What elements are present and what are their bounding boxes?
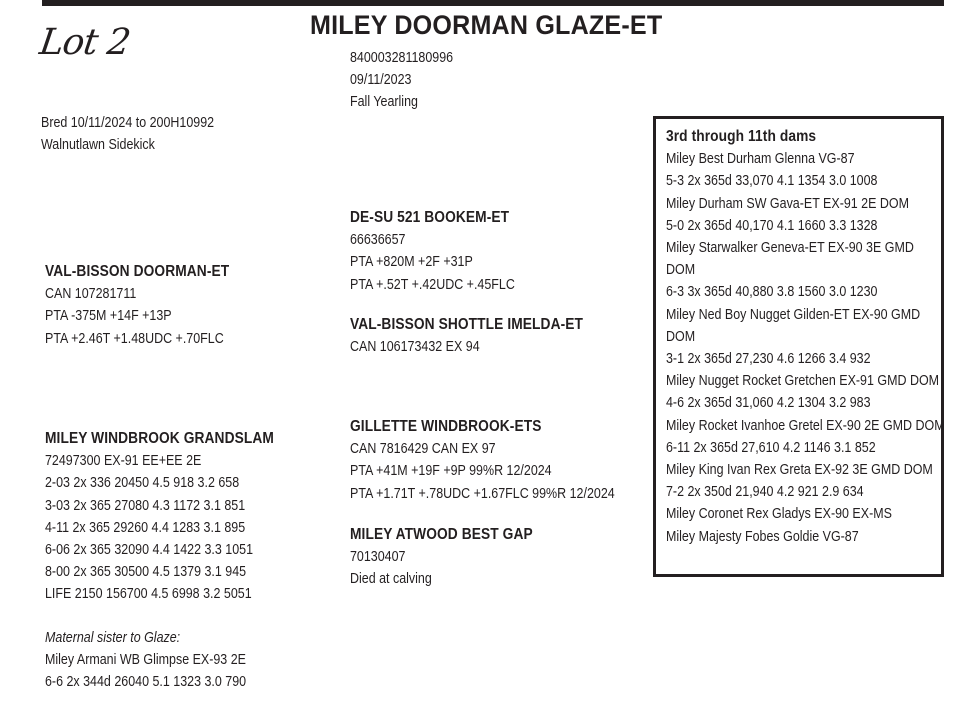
dam-record: LIFE 2150 156700 4.5 6998 3.2 5051 — [45, 586, 252, 603]
dam-block — [45, 428, 274, 606]
dams-box-line: Miley Nugget Rocket Gretchen EX-91 GMD DOM — [666, 373, 940, 390]
dams-box-line: DOM — [666, 262, 696, 279]
dams-box-line: 7-2 2x 350d 21,940 4.2 921 2.9 634 — [666, 484, 864, 501]
dam-sire-name: GILLETTE WINDBROOK-ETS — [350, 418, 542, 435]
dams-box-line: Miley Majesty Fobes Goldie VG-87 — [666, 528, 859, 545]
sire-sire-block — [350, 207, 515, 296]
animal-class: Fall Yearling — [350, 94, 418, 111]
sire-dam-reg: CAN 106173432 EX 94 — [350, 339, 480, 356]
dam-record: 2-03 2x 336 20450 4.5 918 3.2 658 — [45, 475, 240, 492]
dams-box-line: Miley Coronet Rex Gladys EX-90 EX-MS — [666, 506, 892, 523]
sire-sire-name: DE-SU 521 BOOKEM-ET — [350, 209, 510, 226]
sire-sire-pta-type: PTA +.52T +.42UDC +.45FLC — [350, 276, 515, 293]
dam-name: MILEY WINDBROOK GRANDSLAM — [45, 430, 274, 447]
dams-box-line: Miley King Ivan Rex Greta EX-92 3E GMD DOM — [666, 462, 933, 479]
animal-dob: 09/11/2023 — [350, 72, 412, 89]
dams-box-line: Miley Rocket Ivanhoe Gretel EX-90 2E GMD DOM — [666, 417, 945, 434]
dams-box-line: 3-1 2x 365d 27,230 4.6 1266 3.4 932 — [666, 351, 871, 368]
sire-pta-type: PTA +2.46T +1.48UDC +.70FLC — [45, 330, 224, 347]
maternal-sister-block — [45, 627, 246, 694]
dam-sire-pta-production: PTA +41M +19F +9P 99%R 12/2024 — [350, 463, 552, 480]
sire-sire-reg: 66636657 — [350, 232, 406, 249]
lot-label: Lot 2 — [37, 22, 133, 63]
sire-block — [45, 261, 229, 350]
dam-dam-reg: 70130407 — [350, 549, 406, 566]
dam-sire-reg: CAN 7816429 CAN EX 97 — [350, 441, 496, 458]
dam-record: 4-11 2x 365 29260 4.4 1283 3.1 895 — [45, 519, 246, 536]
bred-service-sire: Walnutlawn Sidekick — [41, 137, 155, 154]
maternal-sister-record: 6-6 2x 344d 26040 5.1 1323 3.0 790 — [45, 674, 247, 691]
dam-sire-block — [350, 416, 615, 505]
dams-box — [653, 116, 944, 577]
sire-dam-name: VAL-BISSON SHOTTLE IMELDA-ET — [350, 316, 584, 333]
dam-record: 6-06 2x 365 32090 4.4 1422 3.3 1051 — [45, 541, 254, 558]
dams-box-line: 6-3 3x 365d 40,880 3.8 1560 3.0 1230 — [666, 284, 878, 301]
dams-box-line: Miley Starwalker Geneva-ET EX-90 3E GMD — [666, 240, 914, 257]
maternal-sister-name: Miley Armani WB Glimpse EX-93 2E — [45, 652, 246, 669]
dam-record: 3-03 2x 365 27080 4.3 1172 3.1 851 — [45, 497, 246, 514]
top-rule — [42, 0, 944, 6]
dams-box-line: 6-11 2x 365d 27,610 4.2 1146 3.1 852 — [666, 439, 876, 456]
dam-dam-name: MILEY ATWOOD BEST GAP — [350, 526, 533, 543]
sire-name: VAL-BISSON DOORMAN-ET — [45, 263, 230, 280]
dam-dam-note: Died at calving — [350, 571, 432, 588]
dam-sire-pta-type: PTA +1.71T +.78UDC +1.67FLC 99%R 12/2024 — [350, 485, 615, 502]
bred-info — [41, 112, 214, 156]
dams-box-line: Miley Best Durham Glenna VG-87 — [666, 151, 855, 168]
dam-record: 8-00 2x 365 30500 4.5 1379 3.1 945 — [45, 564, 247, 581]
sire-pta-production: PTA -375M +14F +13P — [45, 308, 172, 325]
sire-reg: CAN 107281711 — [45, 286, 137, 303]
sire-sire-pta-production: PTA +820M +2F +31P — [350, 254, 473, 271]
dams-box-heading: 3rd through 11th dams — [666, 128, 817, 145]
dam-dam-block — [350, 524, 533, 591]
sire-dam-block — [350, 314, 583, 358]
dams-box-line: 5-0 2x 365d 40,170 4.1 1660 3.3 1328 — [666, 217, 878, 234]
animal-id: 840003281180996 — [350, 50, 454, 66]
dams-box-line: 5-3 2x 365d 33,070 4.1 1354 3.0 1008 — [666, 173, 878, 190]
dam-record: 72497300 EX-91 EE+EE 2E — [45, 453, 202, 470]
animal-info — [350, 47, 453, 114]
animal-name: MILEY DOORMAN GLAZE-ET — [310, 10, 663, 40]
bred-line: Bred 10/11/2024 to 200H10992 — [41, 115, 215, 131]
dams-box-line: DOM — [666, 328, 696, 345]
dams-box-line: Miley Durham SW Gava-ET EX-91 2E DOM — [666, 195, 910, 212]
dams-box-line: 4-6 2x 365d 31,060 4.2 1304 3.2 983 — [666, 395, 871, 412]
dams-box-line: Miley Ned Boy Nugget Gilden-ET EX-90 GMD — [666, 306, 921, 323]
maternal-sister-heading: Maternal sister to Glaze: — [45, 630, 181, 646]
